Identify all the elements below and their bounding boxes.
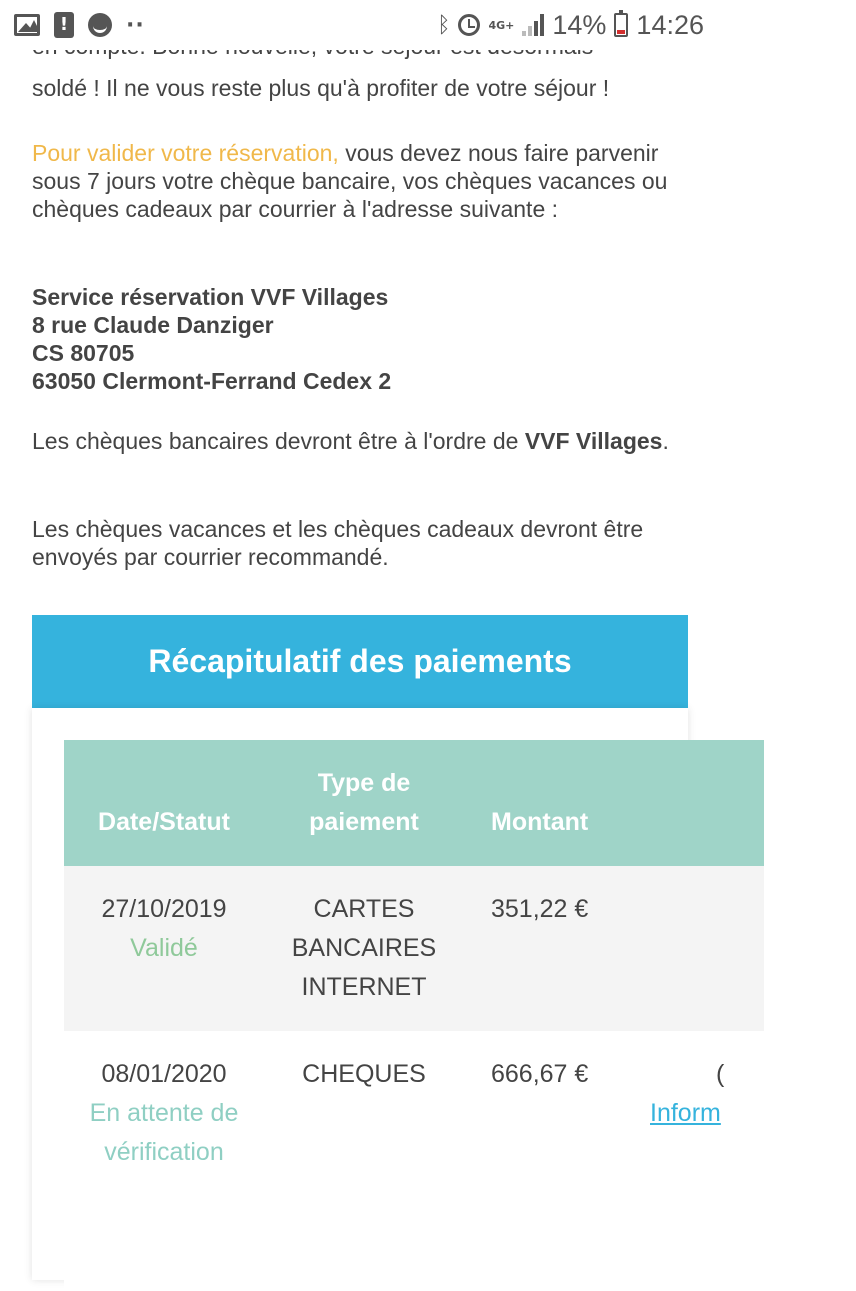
table-header [64, 740, 764, 866]
header-amount: Montant [491, 808, 589, 836]
status-bar-left [14, 12, 159, 38]
battery-icon [614, 13, 628, 37]
information-link[interactable]: Inform [650, 1099, 721, 1127]
header-type: Type de paiement [309, 769, 419, 836]
address-line: Service réservation VVF Villages [32, 284, 389, 310]
payment-type: CARTES BANCAIRES INTERNET [291, 895, 437, 1001]
header-date-status: Date/Statut [98, 808, 230, 836]
dots-icon: ·· [126, 12, 145, 38]
validate-highlight: Pour valider votre réservation, [32, 140, 339, 166]
status-bar-right [429, 10, 704, 41]
face-icon [88, 13, 112, 37]
network-type: 4G+ [488, 18, 515, 32]
balance-paid-text: soldé ! Il ne vous reste plus qu'à profiter de votre séjour ! [32, 75, 610, 101]
recap-title: Récapitulatif des paiements [32, 615, 688, 708]
payment-date: 08/01/2020 [101, 1060, 227, 1088]
table-row [64, 1031, 764, 1291]
payment-status: Validé [130, 934, 198, 962]
cheque-order-text [32, 427, 682, 455]
payment-amount: 666,67 € [491, 1060, 589, 1088]
clock: 14:26 [636, 9, 704, 40]
cheque-order-suffix: . [662, 428, 669, 454]
address-line: 63050 Clermont-Ferrand Cedex 2 [32, 368, 392, 394]
cheque-order-prefix: Les chèques bancaires devront être à l'ordre de [32, 428, 525, 454]
validate-rest: vous devez nous faire parvenir sous 7 jours votre chèque bancaire, vos chèques vacances ou chèques cadeaux par courrier à l'adresse suivante : [32, 140, 668, 222]
bluetooth-icon: ᛒ [437, 12, 451, 38]
postal-address [32, 283, 391, 395]
table-row [64, 866, 764, 1031]
battery-percent: 14% [552, 9, 607, 40]
alarm-icon [458, 14, 480, 36]
payment-status: En attente de vérification [89, 1099, 239, 1166]
payment-extra: ( [716, 1060, 725, 1088]
alert-icon: ! [54, 12, 74, 38]
address-line: 8 rue Claude Danziger [32, 312, 274, 338]
status-bar [0, 0, 720, 50]
validate-instructions [32, 139, 682, 223]
payment-date: 27/10/2019 [101, 895, 227, 923]
payment-amount: 351,22 € [491, 895, 589, 923]
payment-type: CHEQUES [302, 1060, 426, 1088]
registered-mail-text: Les chèques vacances et les chèques cadeaux devront être envoyés par courrier recommandé. [32, 516, 644, 570]
address-line: CS 80705 [32, 340, 135, 366]
cheque-order-name: VVF Villages [524, 428, 663, 454]
signal-icon [522, 14, 544, 36]
image-icon [14, 14, 40, 36]
